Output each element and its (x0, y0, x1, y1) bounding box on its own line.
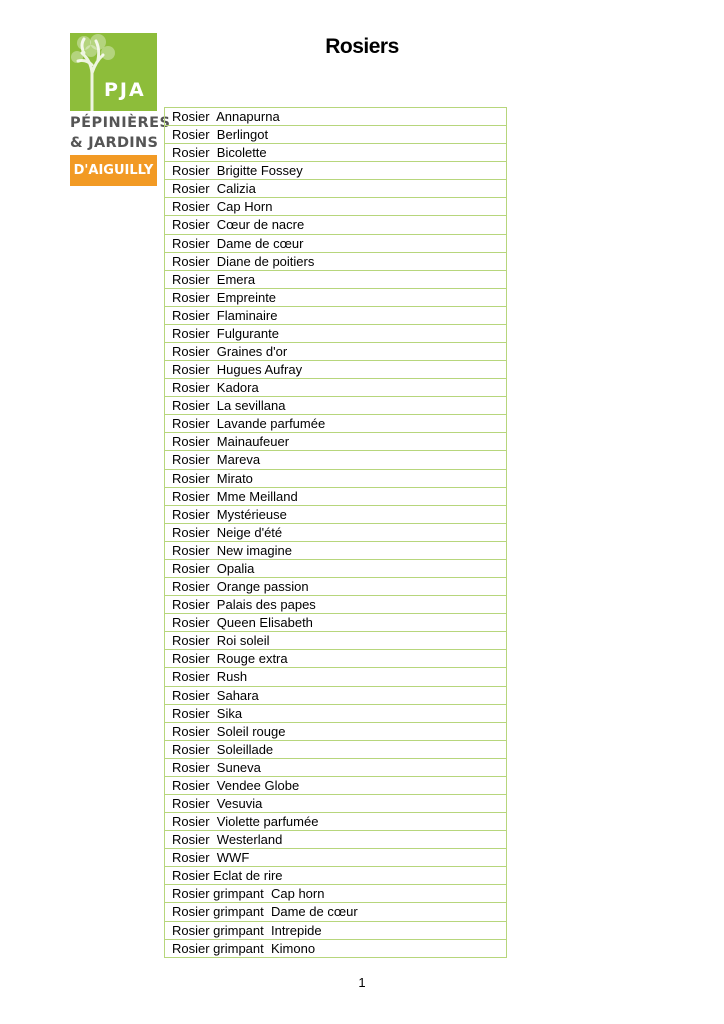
table-row: Rosier Lavande parfumée (165, 415, 506, 433)
table-row: Rosier grimpant Cap horn (165, 885, 506, 903)
company-logo (70, 33, 171, 189)
table-row: Rosier New imagine (165, 542, 506, 560)
table-row: Rosier Berlingot (165, 126, 506, 144)
table-row: Rosier Dame de cœur (165, 235, 506, 253)
table-row: Rosier Mirato (165, 470, 506, 488)
rose-table (164, 107, 507, 958)
table-row: Rosier Vendee Globe (165, 777, 506, 795)
table-row: Rosier Rouge extra (165, 650, 506, 668)
table-row: Rosier grimpant Dame de cœur (165, 903, 506, 921)
table-row: Rosier Vesuvia (165, 795, 506, 813)
table-row: Rosier Emera (165, 271, 506, 289)
table-row: Rosier Sahara (165, 687, 506, 705)
table-row: Rosier WWF (165, 849, 506, 867)
logo-text-pepinieres: PÉPINIÈRES (70, 115, 171, 131)
table-row: Rosier Empreinte (165, 289, 506, 307)
logo-text-aiguilly: D'AIGUILLY (73, 163, 154, 178)
table-row: Rosier Suneva (165, 759, 506, 777)
table-row: Rosier Annapurna (165, 108, 506, 126)
table-row: Rosier grimpant Intrepide (165, 922, 506, 940)
table-row: Rosier Roi soleil (165, 632, 506, 650)
logo-tree-block (70, 33, 157, 111)
table-row: Rosier Mareva (165, 451, 506, 469)
table-row: Rosier Westerland (165, 831, 506, 849)
table-row: Rosier Graines d'or (165, 343, 506, 361)
table-row: Rosier Hugues Aufray (165, 361, 506, 379)
logo-text-jardins: & JARDINS (70, 135, 159, 151)
table-row: Rosier Mme Meilland (165, 488, 506, 506)
table-row: Rosier Eclat de rire (165, 867, 506, 885)
table-row: Rosier Soleillade (165, 741, 506, 759)
table-row: Rosier Rush (165, 668, 506, 686)
table-row: Rosier Flaminaire (165, 307, 506, 325)
table-row: Rosier Brigitte Fossey (165, 162, 506, 180)
table-row: Rosier Mystérieuse (165, 506, 506, 524)
table-row: Rosier Cœur de nacre (165, 216, 506, 234)
table-row: Rosier Kadora (165, 379, 506, 397)
table-row: Rosier Soleil rouge (165, 723, 506, 741)
table-row: Rosier Fulgurante (165, 325, 506, 343)
table-row: Rosier Mainaufeuer (165, 433, 506, 451)
table-row: Rosier Queen Elisabeth (165, 614, 506, 632)
logo-initials: PJA (104, 79, 146, 101)
page-title: Rosiers (325, 35, 399, 58)
table-row: Rosier Violette parfumée (165, 813, 506, 831)
table-row: Rosier Calizia (165, 180, 506, 198)
table-row: Rosier Bicolette (165, 144, 506, 162)
table-row: Rosier Sika (165, 705, 506, 723)
table-row: Rosier Palais des papes (165, 596, 506, 614)
page-number: 1 (358, 975, 366, 990)
logo-orange-band (70, 155, 157, 186)
table-row: Rosier Orange passion (165, 578, 506, 596)
table-row: Rosier Opalia (165, 560, 506, 578)
table-row: Rosier Diane de poitiers (165, 253, 506, 271)
table-row: Rosier Cap Horn (165, 198, 506, 216)
table-row: Rosier grimpant Kimono (165, 940, 506, 958)
table-row: Rosier La sevillana (165, 397, 506, 415)
table-row: Rosier Neige d'été (165, 524, 506, 542)
